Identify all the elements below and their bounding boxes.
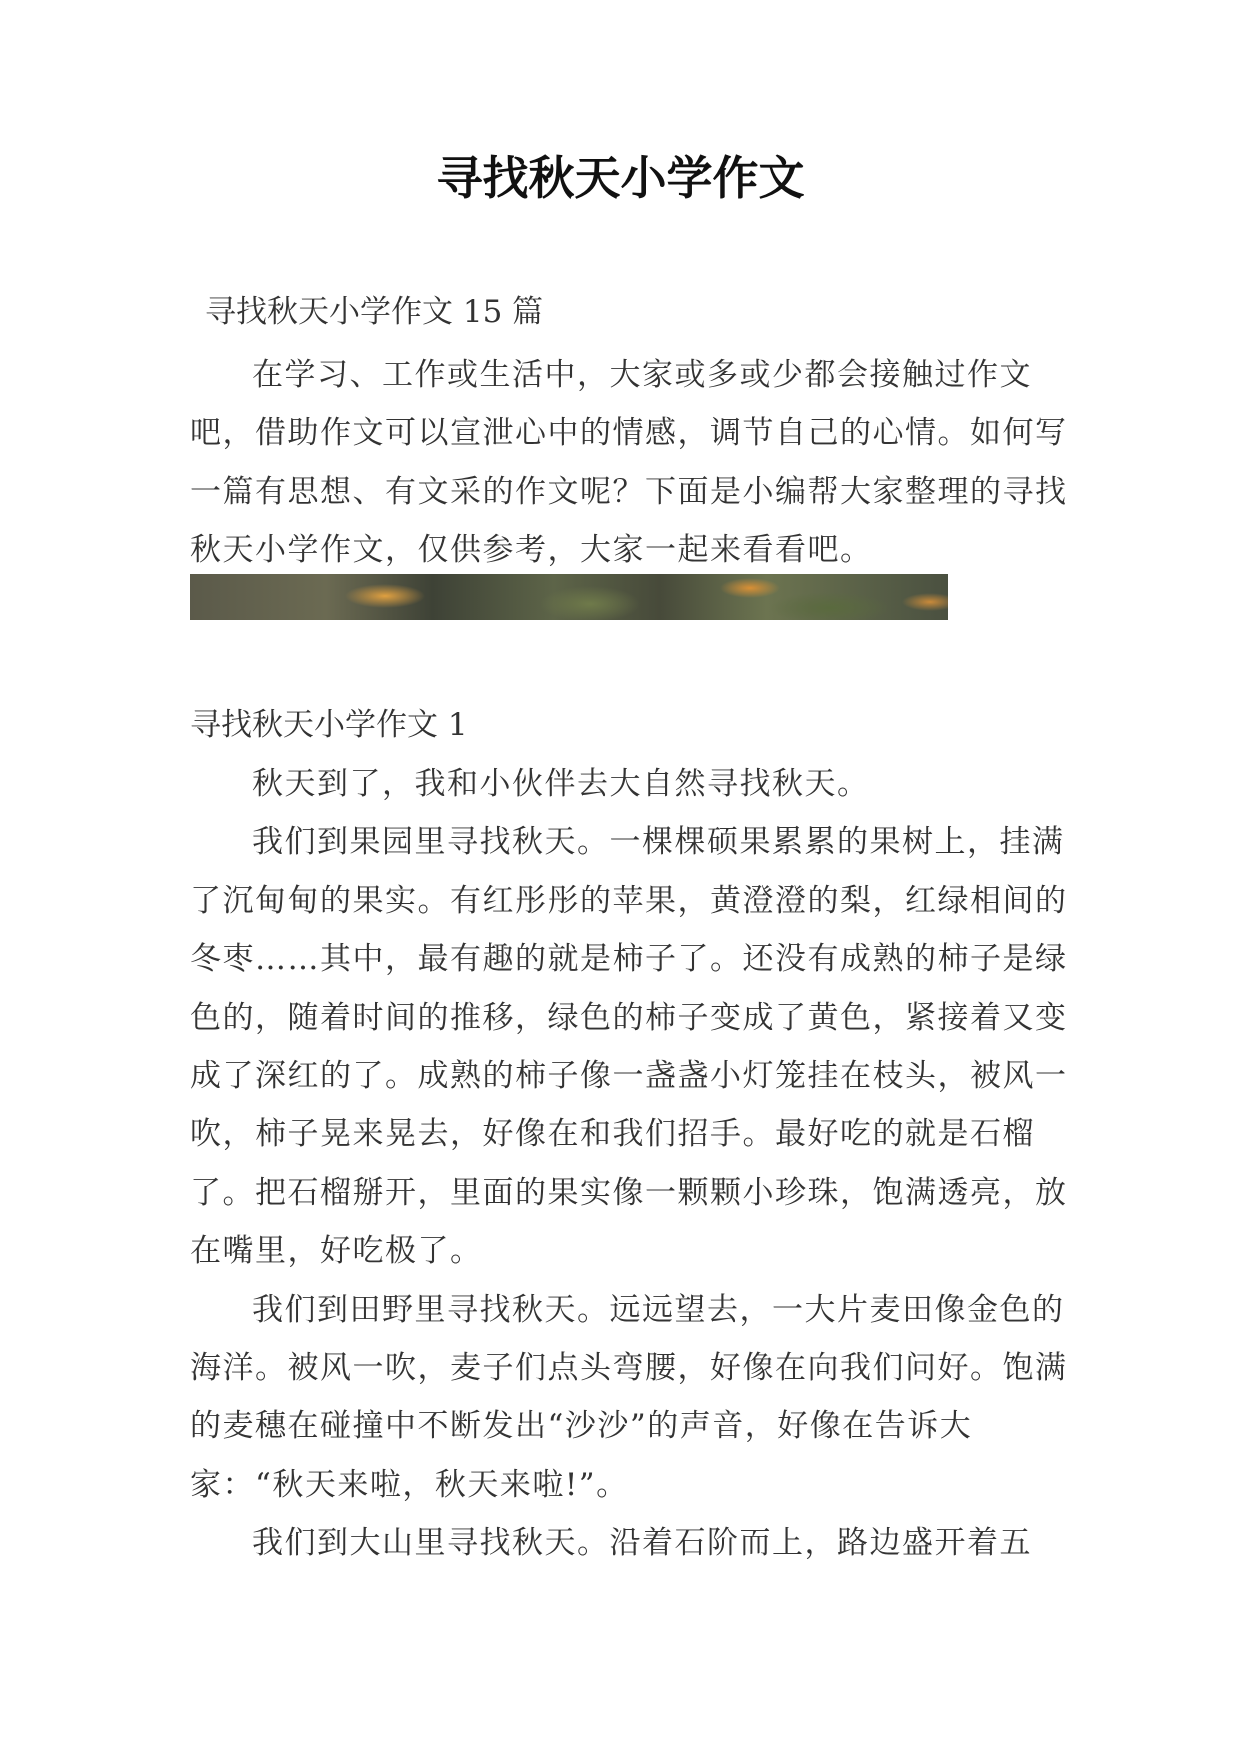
section-heading: 寻找秋天小学作文 1 — [190, 707, 468, 743]
intro-block — [190, 346, 1070, 580]
essay-paragraph: 我们到田野里寻找秋天。远远望去，一大片麦田像金色的海洋。被风一吹，麦子们点头弯腰，好像在向我们问好。饱满的麦穗在碰撞中不断发出“沙沙”的声音，好像在告诉大家：“秋天来啦，秋天来啦!”。 — [190, 1291, 1068, 1503]
essay-body — [190, 755, 1070, 1573]
document-subtitle: 寻找秋天小学作文 15 篇 — [205, 294, 544, 330]
essay-paragraph: 秋天到了，我和小伙伴去大自然寻找秋天。 — [252, 766, 870, 802]
page-title: 寻找秋天小学作文 — [436, 151, 805, 205]
essay-paragraph: 我们到大山里寻找秋天。沿着石阶而上，路边盛开着五 — [252, 1525, 1032, 1562]
intro-paragraph: 在学习、工作或生活中，大家或多或少都会接触过作文吧，借助作文可以宣泄心中的情感，调节自己的心情。如何写一篇有思想、有文采的作文呢？下面是小编帮大家整理的寻找秋天小学作文，仅供参考，大家一起来看看吧。 — [190, 357, 1068, 569]
autumn-photo — [190, 574, 948, 620]
essay-paragraph: 我们到果园里寻找秋天。一棵棵硕果累累的果树上，挂满了沉甸甸的果实。有红彤彤的苹果，黄澄澄的梨，红绿相间的冬枣……其中，最有趣的就是柿子了。还没有成熟的柿子是绿色的，随着时间的推移，绿色的柿子变成了黄色，紧接着又变成了深红的了。成熟的柿子像一盏盏小灯笼挂在枝头，被风一吹，柿子晃来晃去，好像在和我们招手。最好吃的就是石榴了。把石榴掰开，里面的果实像一颗颗小珍珠，饱满透亮，放在嘴里，好吃极了。 — [190, 824, 1068, 1270]
